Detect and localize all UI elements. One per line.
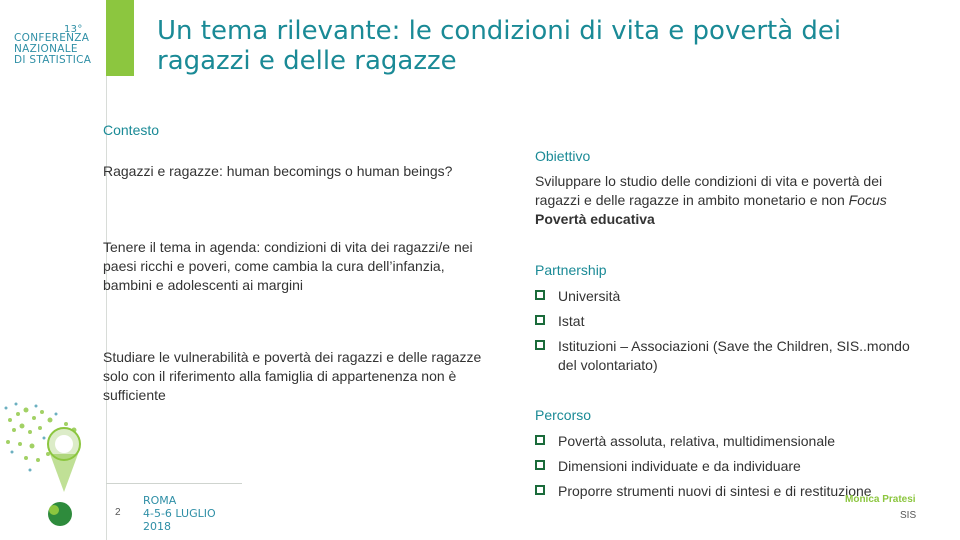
objective-focus-italic: Focus — [848, 192, 887, 208]
page-number: 2 — [115, 507, 121, 518]
footer-rule — [106, 483, 242, 484]
event-dates: 4-5-6 LUGLIO — [143, 507, 216, 520]
objective-focus-bold: Povertà educativa — [535, 211, 655, 227]
checkbox-bullet-icon — [535, 460, 545, 470]
objective-text-plain: Sviluppare lo studio delle condizioni di vita e povertà dei ragazzi e delle ragazze in ambito monetario e non — [535, 173, 883, 208]
event-location-date — [143, 494, 216, 533]
percorso-heading: Percorso — [535, 407, 592, 423]
context-paragraph-2: Tenere il tema in agenda: condizioni di vita dei ragazzi/e nei paesi ricchi e poveri, come cambia la cura dell’infanzia, bambini e adolescenti ai margini — [103, 239, 473, 293]
logo-edition-number: 13° — [64, 24, 83, 35]
checkbox-bullet-icon — [535, 315, 545, 325]
dotted-pin-graphic — [0, 400, 105, 540]
logo-line-3: DI STATISTICA — [14, 54, 92, 66]
checkbox-bullet-icon — [535, 290, 545, 300]
checkbox-bullet-icon — [535, 485, 545, 495]
event-city: ROMA — [143, 494, 177, 507]
objective-heading: Obiettivo — [535, 148, 591, 164]
organization: SIS — [900, 510, 917, 521]
context-heading: Contesto — [103, 122, 160, 138]
author-name: Monica Pratesi — [845, 494, 916, 505]
context-paragraph-1: Ragazzi e ragazze: human becomings o human beings? — [103, 163, 453, 179]
context-paragraph-3: Studiare le vulnerabilità e povertà dei ragazzi e delle ragazze solo con il riferimento alla famiglia di appartenenza non è sufficiente — [103, 349, 482, 403]
objective-text — [535, 172, 925, 229]
title-accent-bar — [106, 0, 134, 76]
checkbox-bullet-icon — [535, 435, 545, 445]
checkbox-bullet-icon — [535, 340, 545, 350]
slide-title: Un tema rilevante: le condizioni di vita e povertà dei ragazzi e delle ragazze — [157, 16, 842, 76]
event-year: 2018 — [143, 520, 171, 533]
logo-line-2: NAZIONALE — [14, 43, 78, 55]
logo-line-1: CONFERENZA — [14, 32, 90, 44]
conference-logo — [14, 24, 94, 66]
partnership-heading: Partnership — [535, 262, 607, 278]
